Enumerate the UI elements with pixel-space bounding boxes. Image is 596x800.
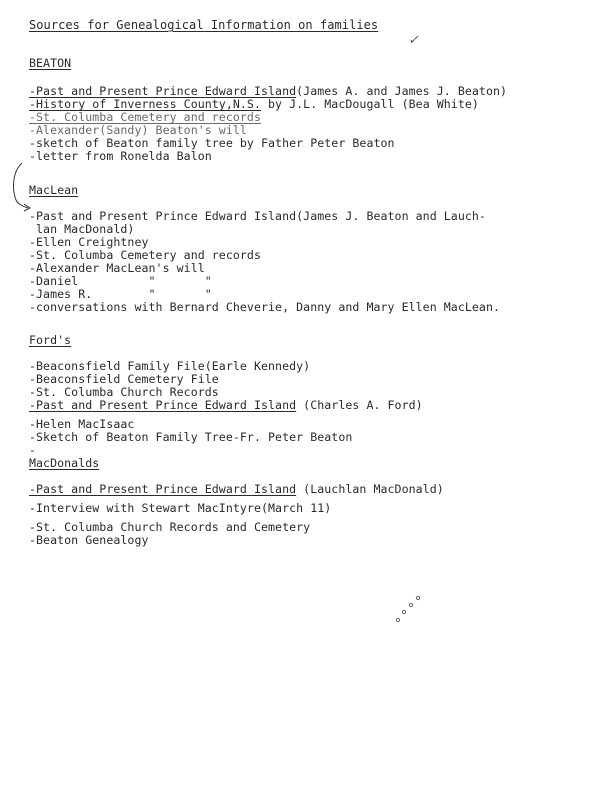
fords-source-3: -St. Columba Church Records [29,385,219,399]
fords-source-4-note: (Charles A. Ford) [296,398,423,412]
fords-source-1: -Beaconsfield Family File(Earle Kennedy) [29,359,311,373]
section-heading-maclean: MacLean [29,183,79,197]
macdonalds-source-1-note: (Lauchlan MacDonald) [296,482,444,496]
beaton-source-1-title: -Past and Present Prince Edward Island [29,84,297,98]
check-mark-annotation: ✓ [408,33,419,48]
maclean-source-2: -Ellen Creightney [29,235,149,249]
beaton-source-5: -sketch of Beaton family tree by Father Peter Beaton [29,136,395,150]
doodle-dot-4 [416,596,419,599]
bracket-pen-mark [14,163,28,208]
beaton-source-4: -Alexander(Sandy) Beaton's will [29,123,247,137]
fords-source-5: -Helen MacIsaac [29,417,135,431]
document-title: Sources for Genealogical Information on families [29,18,379,32]
macdonalds-source-1-title: -Past and Present Prince Edward Island [29,482,297,496]
macdonalds-source-4: -Beaton Genealogy [29,533,149,547]
fords-source-6: -Sketch of Beaton Family Tree-Fr. Peter Beaton [29,430,353,444]
beaton-source-3: -St. Columba Cemetery and records [29,110,261,124]
fords-source-4 [29,399,423,412]
beaton-source-2-note: by J.L. MacDougall (Bea White) [261,97,479,111]
fords-source-4-title: -Past and Present Prince Edward Island [29,398,297,412]
maclean-source-7: -conversations with Bernard Cheverie, Danny and Mary Ellen MacLean. [29,300,501,314]
macdonalds-source-1 [29,483,444,496]
maclean-source-5: -Daniel " " [29,274,212,288]
fords-source-7: - [29,443,37,457]
maclean-source-1-cont: lan MacDonald) [29,222,135,236]
macdonalds-source-3: -St. Columba Church Records and Cemetery [29,520,311,534]
maclean-source-1: -Past and Present Prince Edward Island(James J. Beaton and Lauch- [29,209,486,223]
doodle-dot-1 [396,618,399,621]
fords-source-2: -Beaconsfield Cemetery File [29,372,219,386]
doodle-dot-3 [409,603,412,606]
section-heading-fords: Ford's [29,333,72,347]
beaton-source-1-note: (James A. and James J. Beaton) [296,84,508,98]
section-heading-beaton: BEATON [29,56,72,70]
maclean-source-6: -James R. " " [29,287,212,301]
macdonalds-source-2: -Interview with Stewart MacIntyre(March 11) [29,501,332,515]
doodle-dot-2 [402,610,405,613]
section-heading-macdonalds: MacDonalds [29,456,100,470]
beaton-source-6: -letter from Ronelda Balon [29,149,212,163]
beaton-source-2-title: -History of Inverness County,N.S. [29,97,261,111]
maclean-source-4: -Alexander MacLean's will [29,261,205,275]
maclean-source-3: -St. Columba Cemetery and records [29,248,261,262]
